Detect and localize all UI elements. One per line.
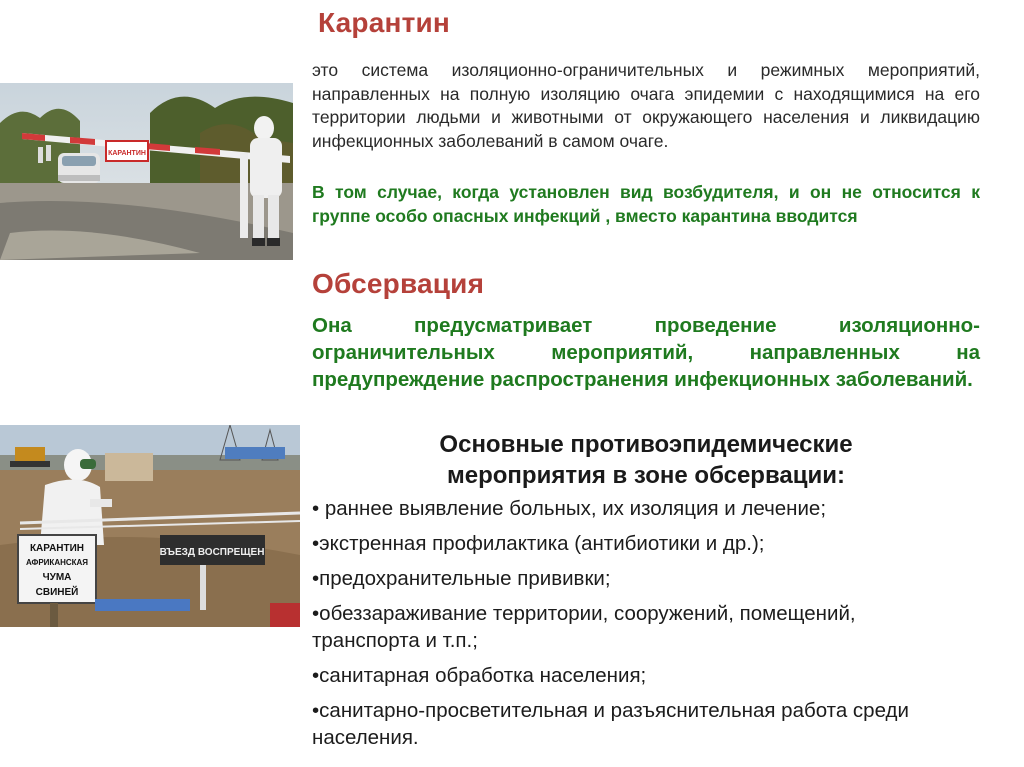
quarantine-title: Карантин (318, 7, 451, 38)
list-item: •санитарная обработка населения; (312, 664, 647, 687)
list-item: •предохранительные прививки; (312, 567, 611, 590)
checkpoint-photo (0, 83, 293, 260)
checkpoint-photo-image (0, 83, 293, 260)
observation-definition: Она предусматривает проведение изоляционно-ограничительных мероприятий, направленных на предупреждение распространения инфекционных заболеваний. (312, 314, 980, 391)
measures-title-line1: Основные противоэпидемические (439, 431, 853, 458)
list-item: •обеззараживание территории, сооружений, помещений, транспорта и т.п.; (312, 602, 856, 652)
checkpoint-sign-text: КАРАНТИН (108, 150, 146, 157)
sign-plague-text: ЧУМА (42, 572, 72, 583)
sign-african-text: АФРИКАНСКАЯ (25, 558, 89, 567)
quarantine-note: В том случае, когда установлен вид возбудителя, и он не относится к группе особо опасных инфекций , вместо карантина вводится (312, 182, 980, 226)
measures-title (312, 429, 980, 491)
sign-quarantine-text: КАРАНТИН (29, 543, 85, 554)
list-item: •экстренная профилактика (антибиотики и др.); (312, 532, 765, 555)
quarantine-zone-photo (0, 425, 300, 627)
list-item: •санитарно-просветительная и разъяснительная работа среди населения. (312, 699, 909, 749)
measures-list (312, 495, 980, 759)
list-item: • раннее выявление больных, их изоляция и лечение; (312, 497, 827, 520)
quarantine-zone-photo-image (0, 425, 300, 627)
sign-no-entry-text: ВЪЕЗД ВОСПРЕЩЕН (159, 547, 265, 558)
sign-swine-text: СВИНЕЙ (35, 587, 79, 598)
quarantine-definition: это система изоляционно-ограничительных и режимных мероприятий, направленных на полную изоляцию очага эпидемии с находящимися на его территории людьми и животными от окружающего населения и ликвидацию инфекционных заболеваний в самом очаге. (312, 60, 980, 151)
observation-title: Обсервация (312, 268, 485, 299)
measures-title-line2: мероприятия в зоне обсервации: (446, 462, 845, 489)
